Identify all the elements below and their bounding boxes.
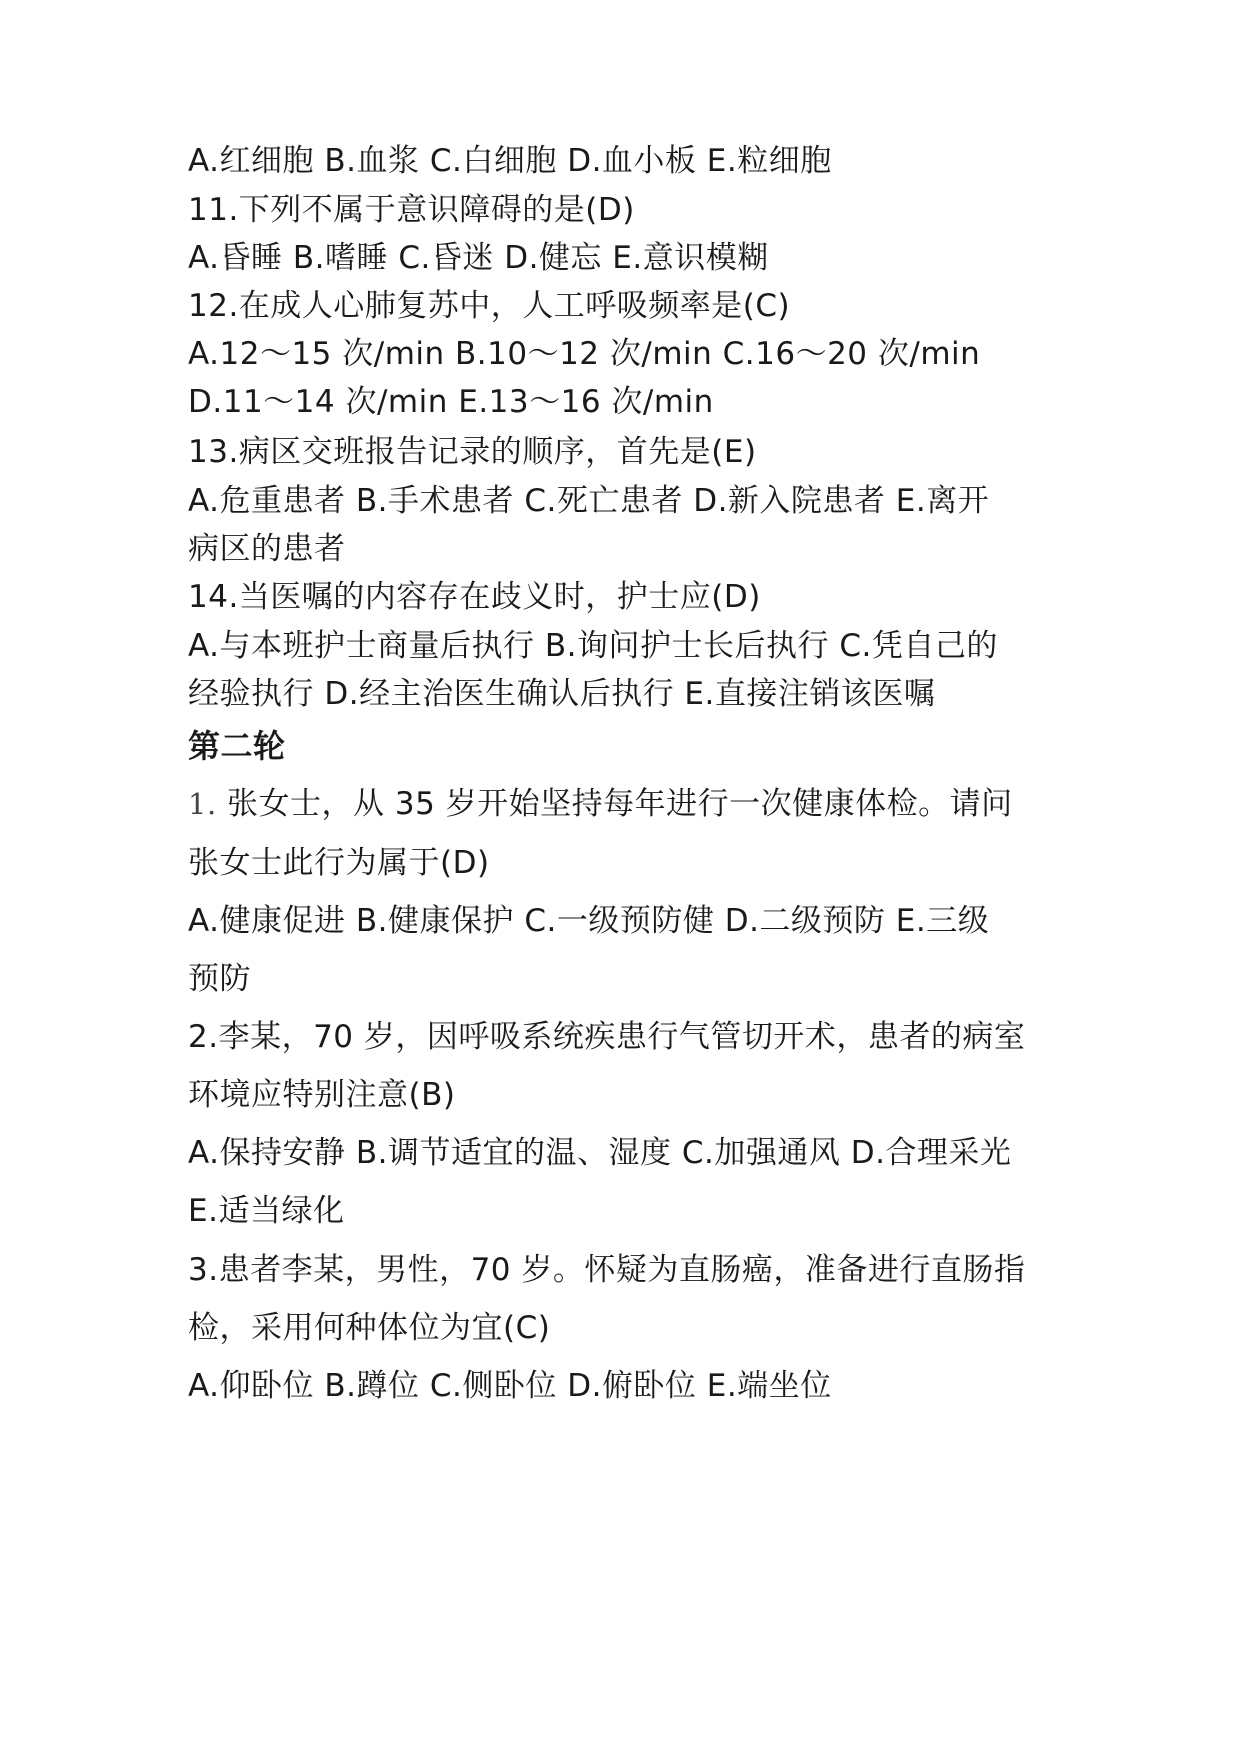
- q13-question: 13.病区交班报告记录的顺序，首先是(E): [188, 434, 757, 470]
- q14-options-line1: A.与本班护士商量后执行 B.询问护士长后执行 C.凭自己的: [188, 628, 998, 664]
- s2-q1-question-line1: [188, 784, 1013, 824]
- s2-q3-question-line2: 检，采用何种体位为宜(C): [188, 1310, 551, 1346]
- s2-q1-text: 张女士，从 35 岁开始坚持每年进行一次健康体检。请问: [216, 786, 1013, 822]
- s2-q2-question-line1: 2.李某，70 岁，因呼吸系统疾患行气管切开术，患者的病室: [188, 1019, 1026, 1055]
- section-heading: 第二轮: [188, 727, 286, 765]
- q12-options-line2: D.11～14 次/min E.13～16 次/min: [188, 384, 714, 420]
- s2-q2-question-line2: 环境应特别注意(B): [188, 1077, 456, 1113]
- q11-options: A.昏睡 B.嗜睡 C.昏迷 D.健忘 E.意识模糊: [188, 240, 769, 276]
- q12-options-line1: A.12～15 次/min B.10～12 次/min C.16～20 次/min: [188, 336, 981, 372]
- q13-options-line1: A.危重患者 B.手术患者 C.死亡患者 D.新入院患者 E.离开: [188, 483, 990, 519]
- s2-q2-options-line1: A.保持安静 B.调节适宜的温、湿度 C.加强通风 D.合理采光: [188, 1135, 1012, 1171]
- q11-question: 11.下列不属于意识障碍的是(D): [188, 192, 635, 228]
- s2-q1-number: 1.: [188, 787, 217, 821]
- q14-question: 14.当医嘱的内容存在歧义时，护士应(D): [188, 579, 761, 615]
- s2-q1-question-line2: 张女士此行为属于(D): [188, 845, 490, 881]
- s2-q2-options-line2: E.适当绿化: [188, 1193, 345, 1229]
- s2-q3-question-line1: 3.患者李某，男性，70 岁。怀疑为直肠癌，准备进行直肠指: [188, 1252, 1026, 1288]
- q10-options: A.红细胞 B.血浆 C.白细胞 D.血小板 E.粒细胞: [188, 143, 832, 179]
- s2-q3-options: A.仰卧位 B.蹲位 C.侧卧位 D.俯卧位 E.端坐位: [188, 1368, 832, 1404]
- s2-q1-options-line2: 预防: [188, 961, 251, 997]
- q12-question: 12.在成人心肺复苏中，人工呼吸频率是(C): [188, 288, 791, 324]
- s2-q1-options-line1: A.健康促进 B.健康保护 C.一级预防健 D.二级预防 E.三级: [188, 903, 990, 939]
- q14-options-line2: 经验执行 D.经主治医生确认后执行 E.直接注销该医嘱: [188, 676, 936, 712]
- q13-options-line2: 病区的患者: [188, 531, 346, 567]
